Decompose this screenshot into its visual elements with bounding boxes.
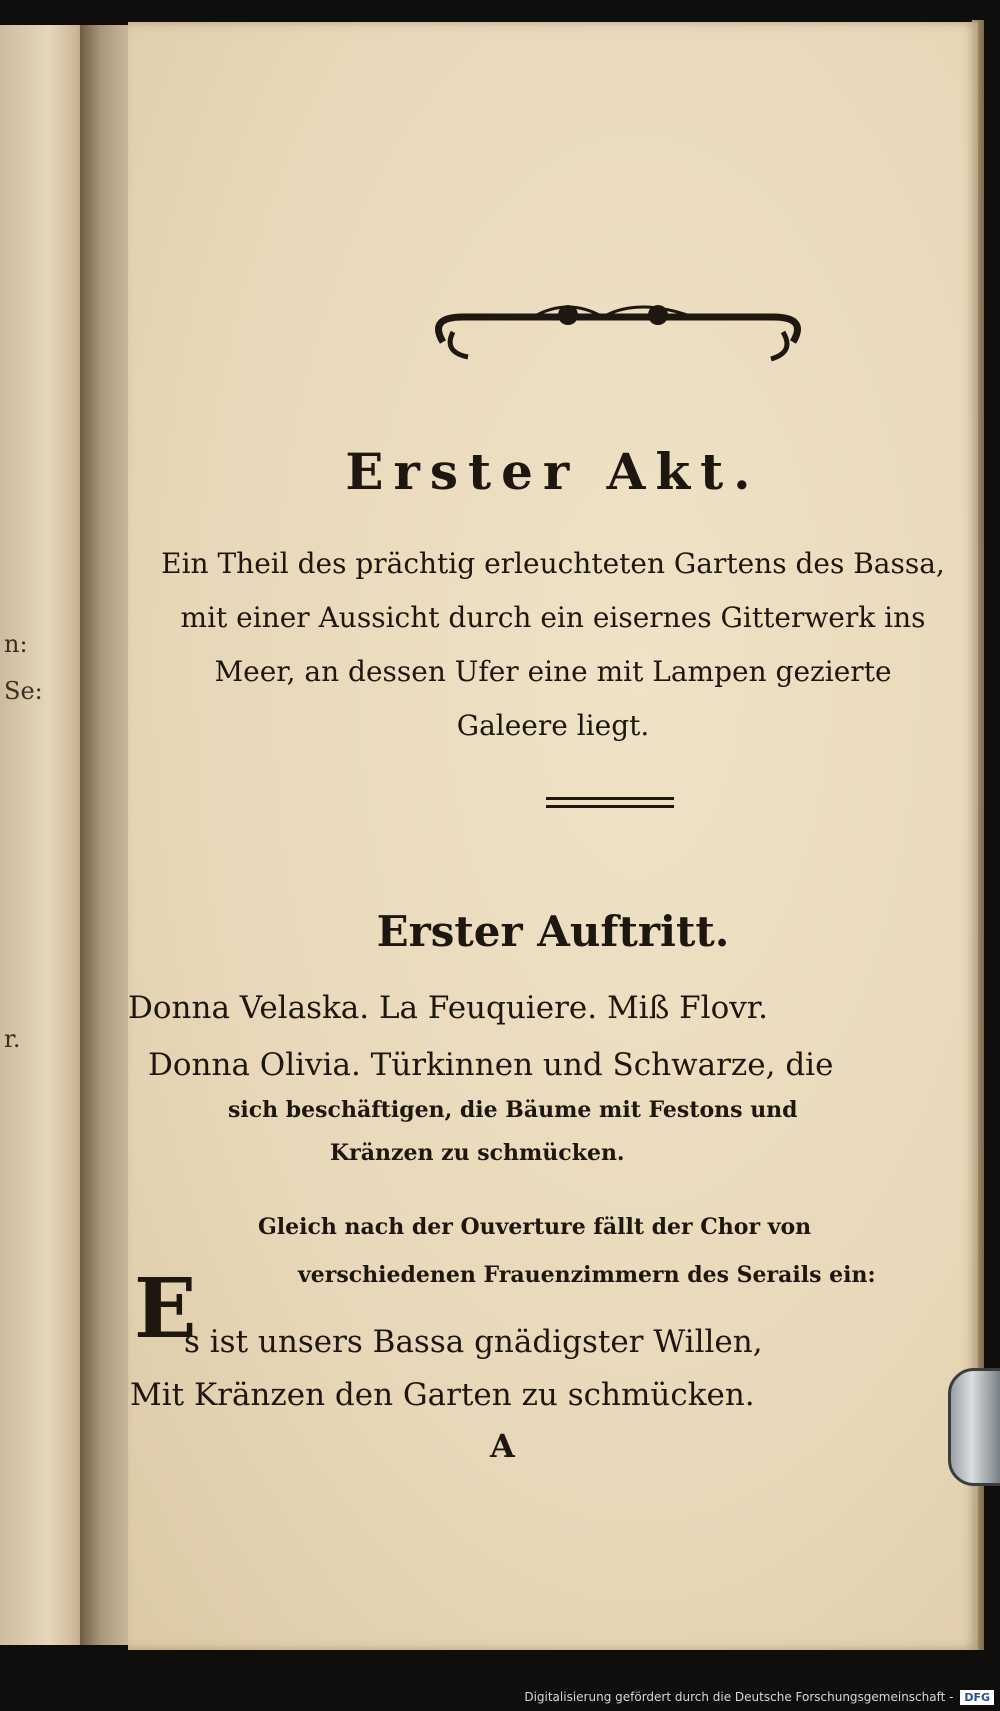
divider-rule: [546, 805, 674, 808]
left-page-fragment: Se:: [4, 677, 43, 705]
scene-setting: [140, 537, 966, 753]
scene-title: Erster Auftritt.: [376, 907, 730, 956]
signature-mark: A: [490, 1427, 515, 1465]
stage-direction: Gleich nach der Ouverture fällt der Chor von: [258, 1214, 812, 1240]
stage-direction: verschiedenen Frauenzimmern des Serails ein:: [298, 1262, 876, 1288]
setting-line: Ein Theil des prächtig erleuchteten Gartens des Bassa,: [161, 547, 945, 580]
verse-line: s ist unsers Bassa gnädigster Willen,: [184, 1324, 763, 1360]
left-page-fragment: n:: [4, 630, 28, 658]
left-page-fragment: r.: [4, 1025, 21, 1053]
setting-line: Galeere liegt.: [456, 709, 650, 742]
clip-icon: [948, 1368, 1000, 1486]
act-title: Erster Akt.: [345, 442, 761, 501]
credit-text: Digitalisierung gefördert durch die Deutsche Forschungsgemeinschaft -: [524, 1690, 954, 1704]
ornament-icon: [423, 297, 813, 367]
left-page: [0, 25, 90, 1645]
setting-line: mit einer Aussicht durch ein eisernes Gitterwerk ins: [180, 601, 926, 634]
setting-line: Meer, an dessen Ufer eine mit Lampen gezierte: [214, 655, 892, 688]
cast-line: Donna Olivia. Türkinnen und Schwarze, die: [148, 1047, 834, 1083]
divider-rule: [546, 797, 674, 800]
cast-line: sich beschäftigen, die Bäume mit Festons und: [228, 1097, 798, 1123]
cast-line: Kränzen zu schmücken.: [330, 1140, 625, 1166]
digitization-credit: [524, 1690, 994, 1705]
dfg-logo: DFG: [960, 1690, 994, 1705]
verse-line: Mit Kränzen den Garten zu schmücken.: [130, 1377, 755, 1413]
cast-line: Donna Velaska. La Feuquiere. Miß Flovr.: [128, 990, 769, 1026]
book-page: [128, 22, 978, 1650]
drop-cap: E: [134, 1261, 197, 1357]
